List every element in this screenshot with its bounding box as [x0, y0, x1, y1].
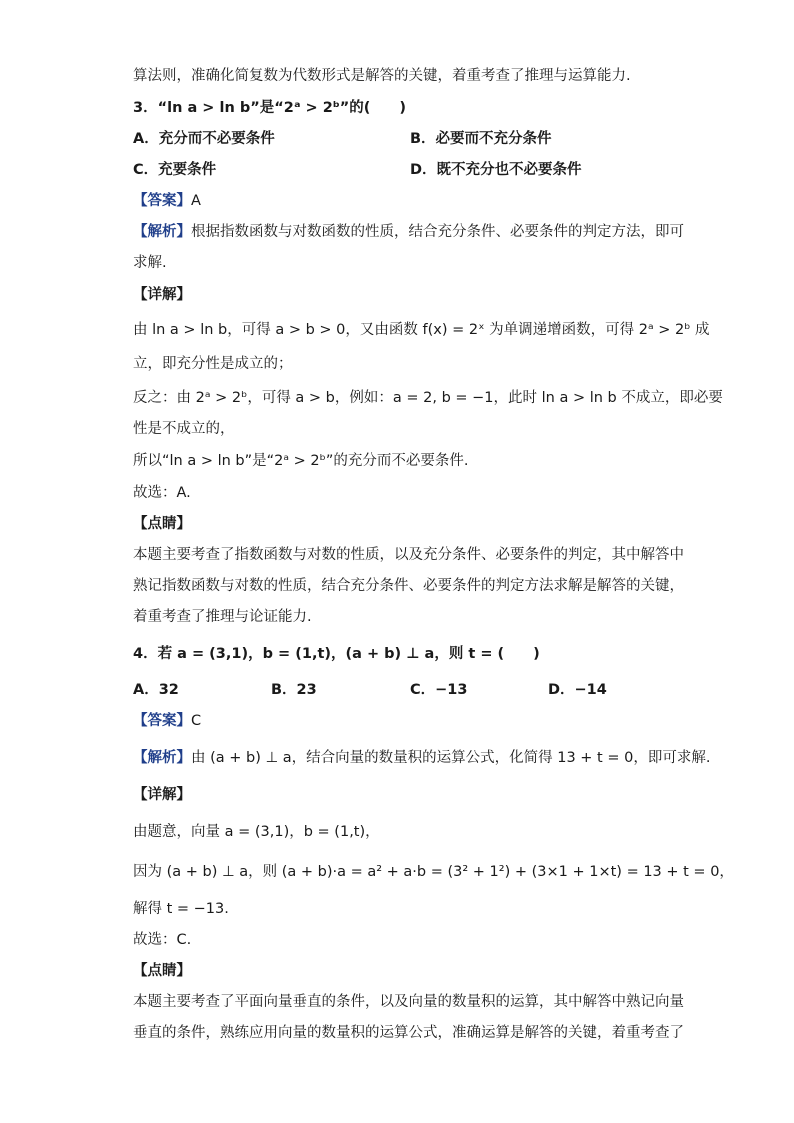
question-4-stem: 4．若 a = (3,1)，b = (1,t)，(a + b) ⊥ a，则 t = ( )	[133, 646, 540, 662]
text-line: 算法则，准确化简复数为代数形式是解答的关键，着重考查了推理与运算能力.	[133, 68, 631, 84]
q4-option-a: A．32	[133, 682, 179, 698]
text-line: 因为 (a + b) ⊥ a，则 (a + b)·a = a² + a·b = (3² + 1²) + (3×1 + 1×t) = 13 + t = 0，	[133, 864, 734, 880]
text-line: 故选：C.	[133, 932, 192, 948]
text-line: 由 ln a > ln b，可得 a > b > 0，又由函数 f(x) = 2ˣ 为单调递增函数，可得 2ᵃ > 2ᵇ 成	[133, 322, 710, 338]
q4-option-b: B．23	[271, 682, 317, 698]
text-line: 求解.	[133, 255, 167, 271]
q4-option-d: D．−14	[548, 682, 607, 698]
text-line: 性是不成立的，	[133, 421, 235, 437]
text-line: 由题意，向量 a = (3,1)，b = (1,t)，	[133, 824, 380, 840]
q3-option-c: C．充要条件	[133, 162, 217, 178]
text-line: 本题主要考查了平面向量垂直的条件，以及向量的数量积的运算，其中解答中熟记向量	[133, 994, 684, 1010]
q3-comment-heading: 【点睛】	[133, 516, 191, 532]
q4-option-c: C．−13	[410, 682, 468, 698]
q4-detail-heading: 【详解】	[133, 787, 191, 803]
text-line: 本题主要考查了指数函数与对数的性质，以及充分条件、必要条件的判定，其中解答中	[133, 547, 684, 563]
q3-analysis: 【解析】根据指数函数与对数函数的性质，结合充分条件、必要条件的判定方法，即可	[133, 224, 684, 240]
text-line: 熟记指数函数与对数的性质，结合充分条件、必要条件的判定方法求解是解答的关键，	[133, 578, 684, 594]
q3-option-b: B．必要而不充分条件	[410, 131, 552, 147]
question-3-stem: 3．“ln a > ln b”是“2ᵃ > 2ᵇ”的( )	[133, 100, 407, 116]
q3-option-d: D．既不充分也不必要条件	[410, 162, 582, 178]
q4-answer: 【答案】C	[133, 713, 202, 729]
text-line: 解得 t = −13.	[133, 901, 229, 917]
q4-analysis: 【解析】由 (a + b) ⊥ a，结合向量的数量积的运算公式，化简得 13 + t = 0，即可求解.	[133, 750, 711, 766]
q3-option-a: A．充分而不必要条件	[133, 131, 275, 147]
text-line: 着重考查了推理与论证能力.	[133, 609, 312, 625]
q3-answer: 【答案】A	[133, 193, 201, 209]
q4-comment-heading: 【点睛】	[133, 963, 191, 979]
text-line: 故选：A.	[133, 485, 191, 501]
text-line: 立，即充分性是成立的；	[133, 356, 293, 372]
text-line: 垂直的条件，熟练应用向量的数量积的运算公式，准确运算是解答的关键，着重考查了	[133, 1025, 684, 1041]
q3-detail-heading: 【详解】	[133, 287, 191, 303]
text-line: 反之：由 2ᵃ > 2ᵇ，可得 a > b，例如：a = 2, b = −1，此时 ln a > ln b 不成立，即必要	[133, 390, 723, 406]
text-line: 所以“ln a > ln b”是“2ᵃ > 2ᵇ”的充分而不必要条件.	[133, 453, 469, 469]
